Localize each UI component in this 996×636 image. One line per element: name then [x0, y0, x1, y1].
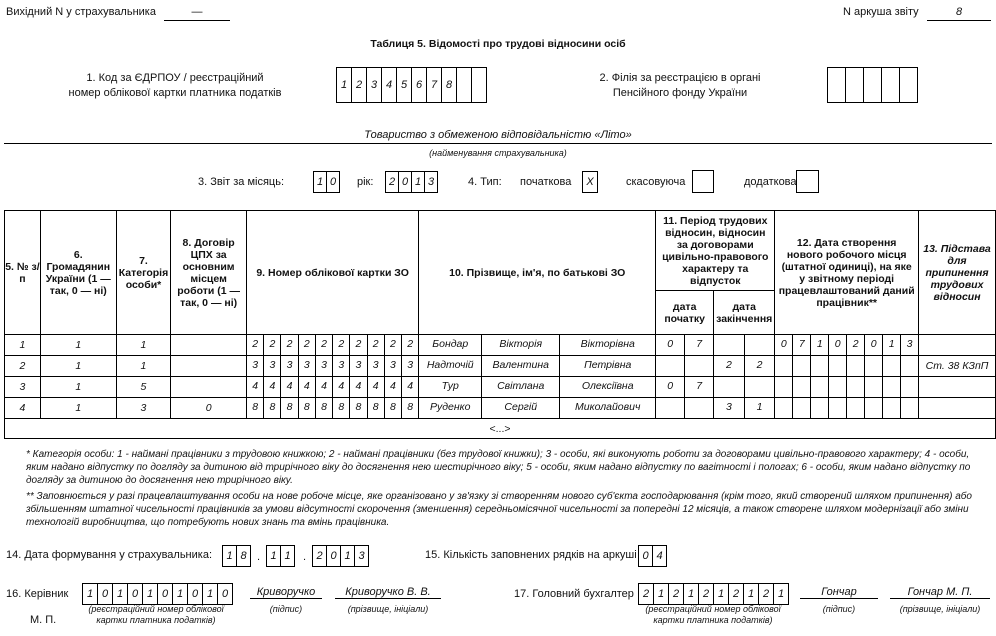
workplace-date-cell-digit	[775, 398, 792, 418]
card-number-cell-digit: 8	[315, 398, 332, 418]
end-date-cell-digit: 2	[726, 359, 732, 371]
head-code-boxes[interactable]: 1 0 1 0 1 0 1 0 1 0	[82, 583, 233, 605]
card-number-cell-digit: 4	[332, 377, 349, 397]
full-name-cell[interactable]	[419, 356, 656, 377]
full-name-cell[interactable]	[419, 398, 656, 419]
card-number-cell-digit: 4	[298, 377, 315, 397]
card-number-cell-digit: 2	[349, 335, 366, 355]
first-name-cell: Вікторія	[481, 335, 559, 355]
card-number-cell-digit: 3	[315, 356, 332, 376]
workplace-date-cell-digit: 1	[810, 335, 828, 355]
sheet-number-label: N аркуша звіту	[843, 6, 919, 18]
card-number-cell[interactable]	[247, 398, 419, 419]
head-name-caption: (прізвище, ініціали)	[347, 604, 429, 614]
citizen-cell[interactable]: 1	[40, 398, 116, 419]
start-date-cell[interactable]	[656, 335, 714, 356]
card-number-cell-digit: 2	[401, 335, 418, 355]
card-number-cell-digit: 2	[384, 335, 401, 355]
col-9-header: 9. Номер облікової картки ЗО	[247, 211, 419, 335]
formation-day-boxes[interactable]: 1 8	[222, 545, 251, 567]
type-initial-checkbox[interactable]: X	[582, 171, 598, 193]
accountant-label: 17. Головний бухгалтер	[514, 588, 634, 600]
footnote-new-workplace: ** Заповнюється у разі працевлаштування особи на нове робоче місце, яке організовано у зв'язку зі створенням нового суб'єкта господарювання (крім того, який створений шляхом припинення) або збільшенням штатної чисельності працівників за умови відсутності скорочення (зменшення) середньомісячної чисельності за попередні 12 місяців, а також створене шляхом модернізації або зміни технологій виробництва, що потребують нових знань та вмінь працівника.	[26, 491, 972, 528]
card-number-cell-digit: 3	[263, 356, 280, 376]
workplace-date-cell-digit	[846, 398, 864, 418]
workplace-date-cell-digit	[792, 377, 810, 397]
card-number-cell-digit: 3	[367, 356, 384, 376]
branch-code-boxes[interactable]	[827, 67, 918, 103]
head-code-caption-line2: картки платника податків)	[96, 615, 216, 625]
full-name-cell[interactable]	[419, 377, 656, 398]
outgoing-label: Вихідний N у страхувальника	[6, 6, 156, 18]
termination-reason-cell[interactable]	[919, 377, 996, 398]
head-name[interactable]: Криворучко В. В.	[335, 586, 441, 599]
card-number-cell-digit: 2	[315, 335, 332, 355]
end-date-cell[interactable]	[714, 335, 775, 356]
type-cancel-label: скасовуюча	[626, 176, 686, 188]
end-date-cell-digit: 3	[726, 401, 732, 413]
category-cell[interactable]: 1	[116, 335, 170, 356]
workplace-date-cell-digit	[792, 398, 810, 418]
report-month-label: 3. Звіт за місяць:	[198, 176, 285, 188]
card-number-cell-digit: 3	[332, 356, 349, 376]
card-number-cell-digit: 2	[367, 335, 384, 355]
card-number-cell-digit: 3	[280, 356, 297, 376]
report-year-boxes[interactable]: 2 0 1 3	[385, 171, 438, 193]
start-date-cell-digit: 7	[684, 377, 713, 397]
end-date-cell-digit	[744, 335, 775, 355]
card-number-cell-digit: 2	[252, 338, 259, 350]
card-number-cell-digit: 2	[332, 335, 349, 355]
col-10-header: 10. Прізвище, ім'я, по батькові ЗО	[419, 211, 656, 335]
rows-count-boxes[interactable]: 0 4	[638, 545, 667, 567]
end-date-cell-digit: 2	[744, 356, 775, 376]
head-code-caption-line1: (реєстраційний номер облікової	[88, 604, 224, 614]
workplace-date-cell-digit: 0	[864, 335, 882, 355]
edrpou-code-boxes[interactable]: 1 2 3 4 5 6 7 8	[336, 67, 487, 103]
workplace-date-cell-digit	[828, 377, 846, 397]
accountant-name[interactable]: Гончар М. П.	[890, 586, 990, 599]
card-number-cell-digit: 8	[384, 398, 401, 418]
category-cell[interactable]: 5	[116, 377, 170, 398]
workplace-date-cell-digit	[900, 356, 918, 376]
gph-contract-cell[interactable]	[171, 335, 247, 356]
workplace-date-cell-digit	[828, 398, 846, 418]
end-date-cell-digit	[714, 335, 744, 355]
end-date-cell[interactable]	[714, 377, 775, 398]
table-ellipsis: <...>	[5, 419, 996, 439]
accountant-signature-caption: (підпис)	[822, 604, 856, 614]
workplace-date-cell-digit	[864, 356, 882, 376]
table-row	[5, 356, 996, 377]
patronymic-cell: Олексіївна	[559, 377, 655, 397]
table-title: Таблиця 5. Відомості про трудові відносини осіб	[370, 38, 626, 50]
workplace-date-cell-digit	[810, 356, 828, 376]
workplace-date-cell-digit	[828, 356, 846, 376]
start-date-cell[interactable]	[656, 398, 714, 419]
workplace-date-cell-digit	[775, 377, 792, 397]
end-date-cell[interactable]	[714, 398, 775, 419]
card-number-cell-digit: 3	[252, 359, 259, 371]
report-month-boxes[interactable]: 1 0	[313, 171, 340, 193]
workplace-date-cell-digit	[810, 377, 828, 397]
row-number-cell[interactable]: 1	[5, 335, 41, 356]
report-type-label: 4. Тип:	[468, 176, 502, 188]
col-11-header: 11. Період трудових відносин, відносин за договорами цивільно-правового характеру та відпусток	[656, 211, 775, 291]
workplace-date-cell[interactable]	[775, 356, 919, 377]
gph-contract-cell[interactable]	[171, 356, 247, 377]
card-number-cell-digit: 8	[349, 398, 366, 418]
accountant-code-caption-line1: (реєстраційний номер облікової	[645, 604, 781, 614]
sheet-number-field[interactable]: 8	[927, 6, 991, 21]
workplace-date-cell[interactable]	[775, 377, 919, 398]
first-name-cell: Валентина	[481, 356, 559, 376]
workplace-date-cell[interactable]	[775, 335, 919, 356]
card-number-cell-digit: 8	[332, 398, 349, 418]
row-number-cell[interactable]: 2	[5, 356, 41, 377]
col-11b-header: дата закінчення	[714, 291, 775, 335]
col-11a-header: дата початку	[656, 291, 714, 335]
card-number-cell-digit: 3	[298, 356, 315, 376]
card-number-cell-digit: 2	[263, 335, 280, 355]
surname-cell: Тур	[441, 380, 459, 392]
end-date-cell-digit	[714, 377, 744, 397]
col-5-header: 5. № з/п	[5, 211, 41, 335]
card-number-cell[interactable]	[247, 335, 419, 356]
workplace-date-cell-digit	[810, 398, 828, 418]
workplace-date-cell[interactable]	[775, 398, 919, 419]
card-number-cell-digit: 2	[280, 335, 297, 355]
card-number-cell[interactable]	[247, 356, 419, 377]
card-number-cell-digit: 4	[280, 377, 297, 397]
card-number-cell-digit: 4	[252, 380, 259, 392]
col-12-header: 12. Дата створення нового робочого місця (штатної одиниці), на яке у звітному періоді працевлаштований даний працівник**	[775, 211, 919, 335]
workplace-date-cell-digit	[846, 377, 864, 397]
head-signature-caption: (підпис)	[269, 604, 303, 614]
rows-count-label: 15. Кількість заповнених рядків на аркуші	[425, 549, 637, 561]
card-number-cell-digit: 2	[298, 335, 315, 355]
workplace-date-cell-digit	[792, 356, 810, 376]
citizen-cell[interactable]: 1	[40, 356, 116, 377]
start-date-cell-digit	[656, 356, 684, 376]
workplace-date-cell-digit	[775, 356, 792, 376]
head-label: 16. Керівник	[6, 588, 69, 600]
card-number-cell[interactable]	[247, 377, 419, 398]
card-number-cell-digit: 4	[349, 377, 366, 397]
edrpou-label-line2: номер облікової картки платника податків	[68, 87, 282, 99]
category-cell[interactable]: 3	[116, 398, 170, 419]
type-initial-label: початкова	[520, 176, 572, 188]
workplace-date-cell-digit	[882, 356, 900, 376]
workplace-date-cell-digit	[900, 377, 918, 397]
end-date-cell[interactable]	[714, 356, 775, 377]
start-date-cell-digit	[684, 356, 713, 376]
card-number-cell-digit: 4	[315, 377, 332, 397]
citizen-cell[interactable]: 1	[40, 335, 116, 356]
workplace-date-cell-digit: 3	[900, 335, 918, 355]
end-date-cell-digit: 1	[744, 398, 775, 418]
termination-reason-cell[interactable]	[919, 335, 996, 356]
card-number-cell-digit: 4	[384, 377, 401, 397]
workplace-date-cell-digit	[882, 377, 900, 397]
end-date-cell-digit	[744, 377, 775, 397]
card-number-cell-digit: 4	[263, 377, 280, 397]
card-number-cell-digit: 8	[401, 398, 418, 418]
table-row	[5, 335, 996, 356]
table-row	[5, 377, 996, 398]
first-name-cell: Сергій	[481, 398, 559, 418]
table-row	[5, 398, 996, 419]
surname-cell: Руденко	[429, 401, 471, 413]
card-number-cell-digit: 3	[384, 356, 401, 376]
workplace-date-cell-digit	[846, 356, 864, 376]
report-year-label: рік:	[357, 176, 374, 188]
accountant-code-boxes[interactable]: 2 1 2 1 2 1 2 1 2 1	[638, 583, 789, 605]
accountant-signature[interactable]: Гончар	[800, 586, 878, 599]
citizen-cell[interactable]: 1	[40, 377, 116, 398]
insurer-caption: (найменування страхувальника)	[429, 148, 567, 158]
type-additional-label: додаткова	[744, 176, 797, 188]
accountant-name-caption: (прізвище, ініціали)	[899, 604, 981, 614]
card-number-cell-digit: 8	[367, 398, 384, 418]
termination-reason-cell[interactable]	[919, 398, 996, 419]
col-7-header: 7. Категорія особи*	[116, 211, 170, 335]
termination-reason-cell[interactable]: Ст. 38 КЗпП	[919, 356, 996, 377]
stamp-place: М. П.	[30, 614, 57, 626]
gph-contract-cell[interactable]: 0	[171, 398, 247, 419]
start-date-cell[interactable]	[656, 377, 714, 398]
workplace-date-cell-digit	[900, 398, 918, 418]
start-date-cell-digit: 0	[667, 338, 674, 350]
workplace-date-cell-digit	[864, 377, 882, 397]
workplace-date-cell-digit	[882, 398, 900, 418]
workplace-date-cell-digit: 1	[882, 335, 900, 355]
formation-date-label: 14. Дата формування у страхувальника:	[6, 549, 212, 561]
card-number-cell-digit: 8	[263, 398, 280, 418]
row-number-cell[interactable]: 3	[5, 377, 41, 398]
workplace-date-cell-digit	[864, 398, 882, 418]
start-date-cell-digit	[656, 398, 684, 418]
col-6-header: 6. Громадянин України (1 — так, 0 — ні)	[40, 211, 116, 335]
first-name-cell: Світлана	[481, 377, 559, 397]
start-date-cell-digit	[684, 398, 713, 418]
card-number-cell-digit: 4	[401, 377, 418, 397]
branch-label-line1: 2. Філія за реєстрацією в органі	[599, 72, 761, 84]
formation-month-boxes[interactable]: 1 1	[266, 545, 295, 567]
edrpou-label-line1: 1. Код за ЄДРПОУ / реєстраційний	[86, 72, 264, 84]
outgoing-number-field[interactable]: —	[164, 6, 230, 21]
col-8-header: 8. Договір ЦПХ за основним місцем роботи (1 — так, 0 — ні)	[171, 211, 247, 335]
start-date-cell-digit: 0	[667, 380, 674, 392]
workplace-date-cell-digit: 0	[828, 335, 846, 355]
row-number-cell[interactable]: 4	[5, 398, 41, 419]
start-date-cell[interactable]	[656, 356, 714, 377]
start-date-cell-digit: 7	[684, 335, 713, 355]
type-additional-checkbox[interactable]	[796, 170, 819, 193]
full-name-cell[interactable]	[419, 335, 656, 356]
head-signature[interactable]: Криворучко	[250, 586, 322, 599]
card-number-cell-digit: 3	[401, 356, 418, 376]
branch-label-line2: Пенсійного фонду України	[612, 87, 748, 99]
type-cancel-checkbox[interactable]	[692, 170, 714, 193]
patronymic-cell: Миколайович	[559, 398, 655, 418]
surname-cell: Надточій	[426, 359, 474, 371]
card-number-cell-digit: 4	[367, 377, 384, 397]
surname-cell: Бондар	[432, 338, 469, 350]
col-13-header: 13. Підстава для припинення трудових відносин	[919, 211, 996, 335]
formation-year-boxes[interactable]: 2 0 1 3	[312, 545, 369, 567]
insurer-name[interactable]: Товариство з обмеженою відповідальністю «Літо»	[4, 129, 992, 144]
accountant-code-caption-line2: картки платника податків)	[653, 615, 773, 625]
card-number-cell-digit: 8	[298, 398, 315, 418]
patronymic-cell: Вікторівна	[559, 335, 655, 355]
card-number-cell-digit: 8	[252, 401, 259, 413]
card-number-cell-digit: 8	[280, 398, 297, 418]
workplace-date-cell-digit: 2	[846, 335, 864, 355]
footnote-categories: * Категорія особи: 1 - наймані працівники з трудовою книжкою; 2 - наймані працівники (без трудової книжки); 3 - особи, які виконують роботи за договорами цивільно-правового характеру; 4 - особи, яким надано відпустку по догляду за дитиною від трирічного віку до досягнення нею шестирічного віку; 5 - особи, яким надано відпустку по вагітності і пологах; 6 - особи, яким надано відпустку по догляду за дитиною до досягнення нею трирічного віку.	[26, 449, 971, 486]
patronymic-cell: Петрівна	[559, 356, 655, 376]
category-cell[interactable]: 1	[116, 356, 170, 377]
workplace-date-cell-digit: 7	[792, 335, 810, 355]
employment-table	[4, 210, 996, 439]
card-number-cell-digit: 3	[349, 356, 366, 376]
workplace-date-cell-digit: 0	[780, 338, 787, 350]
gph-contract-cell[interactable]	[171, 377, 247, 398]
